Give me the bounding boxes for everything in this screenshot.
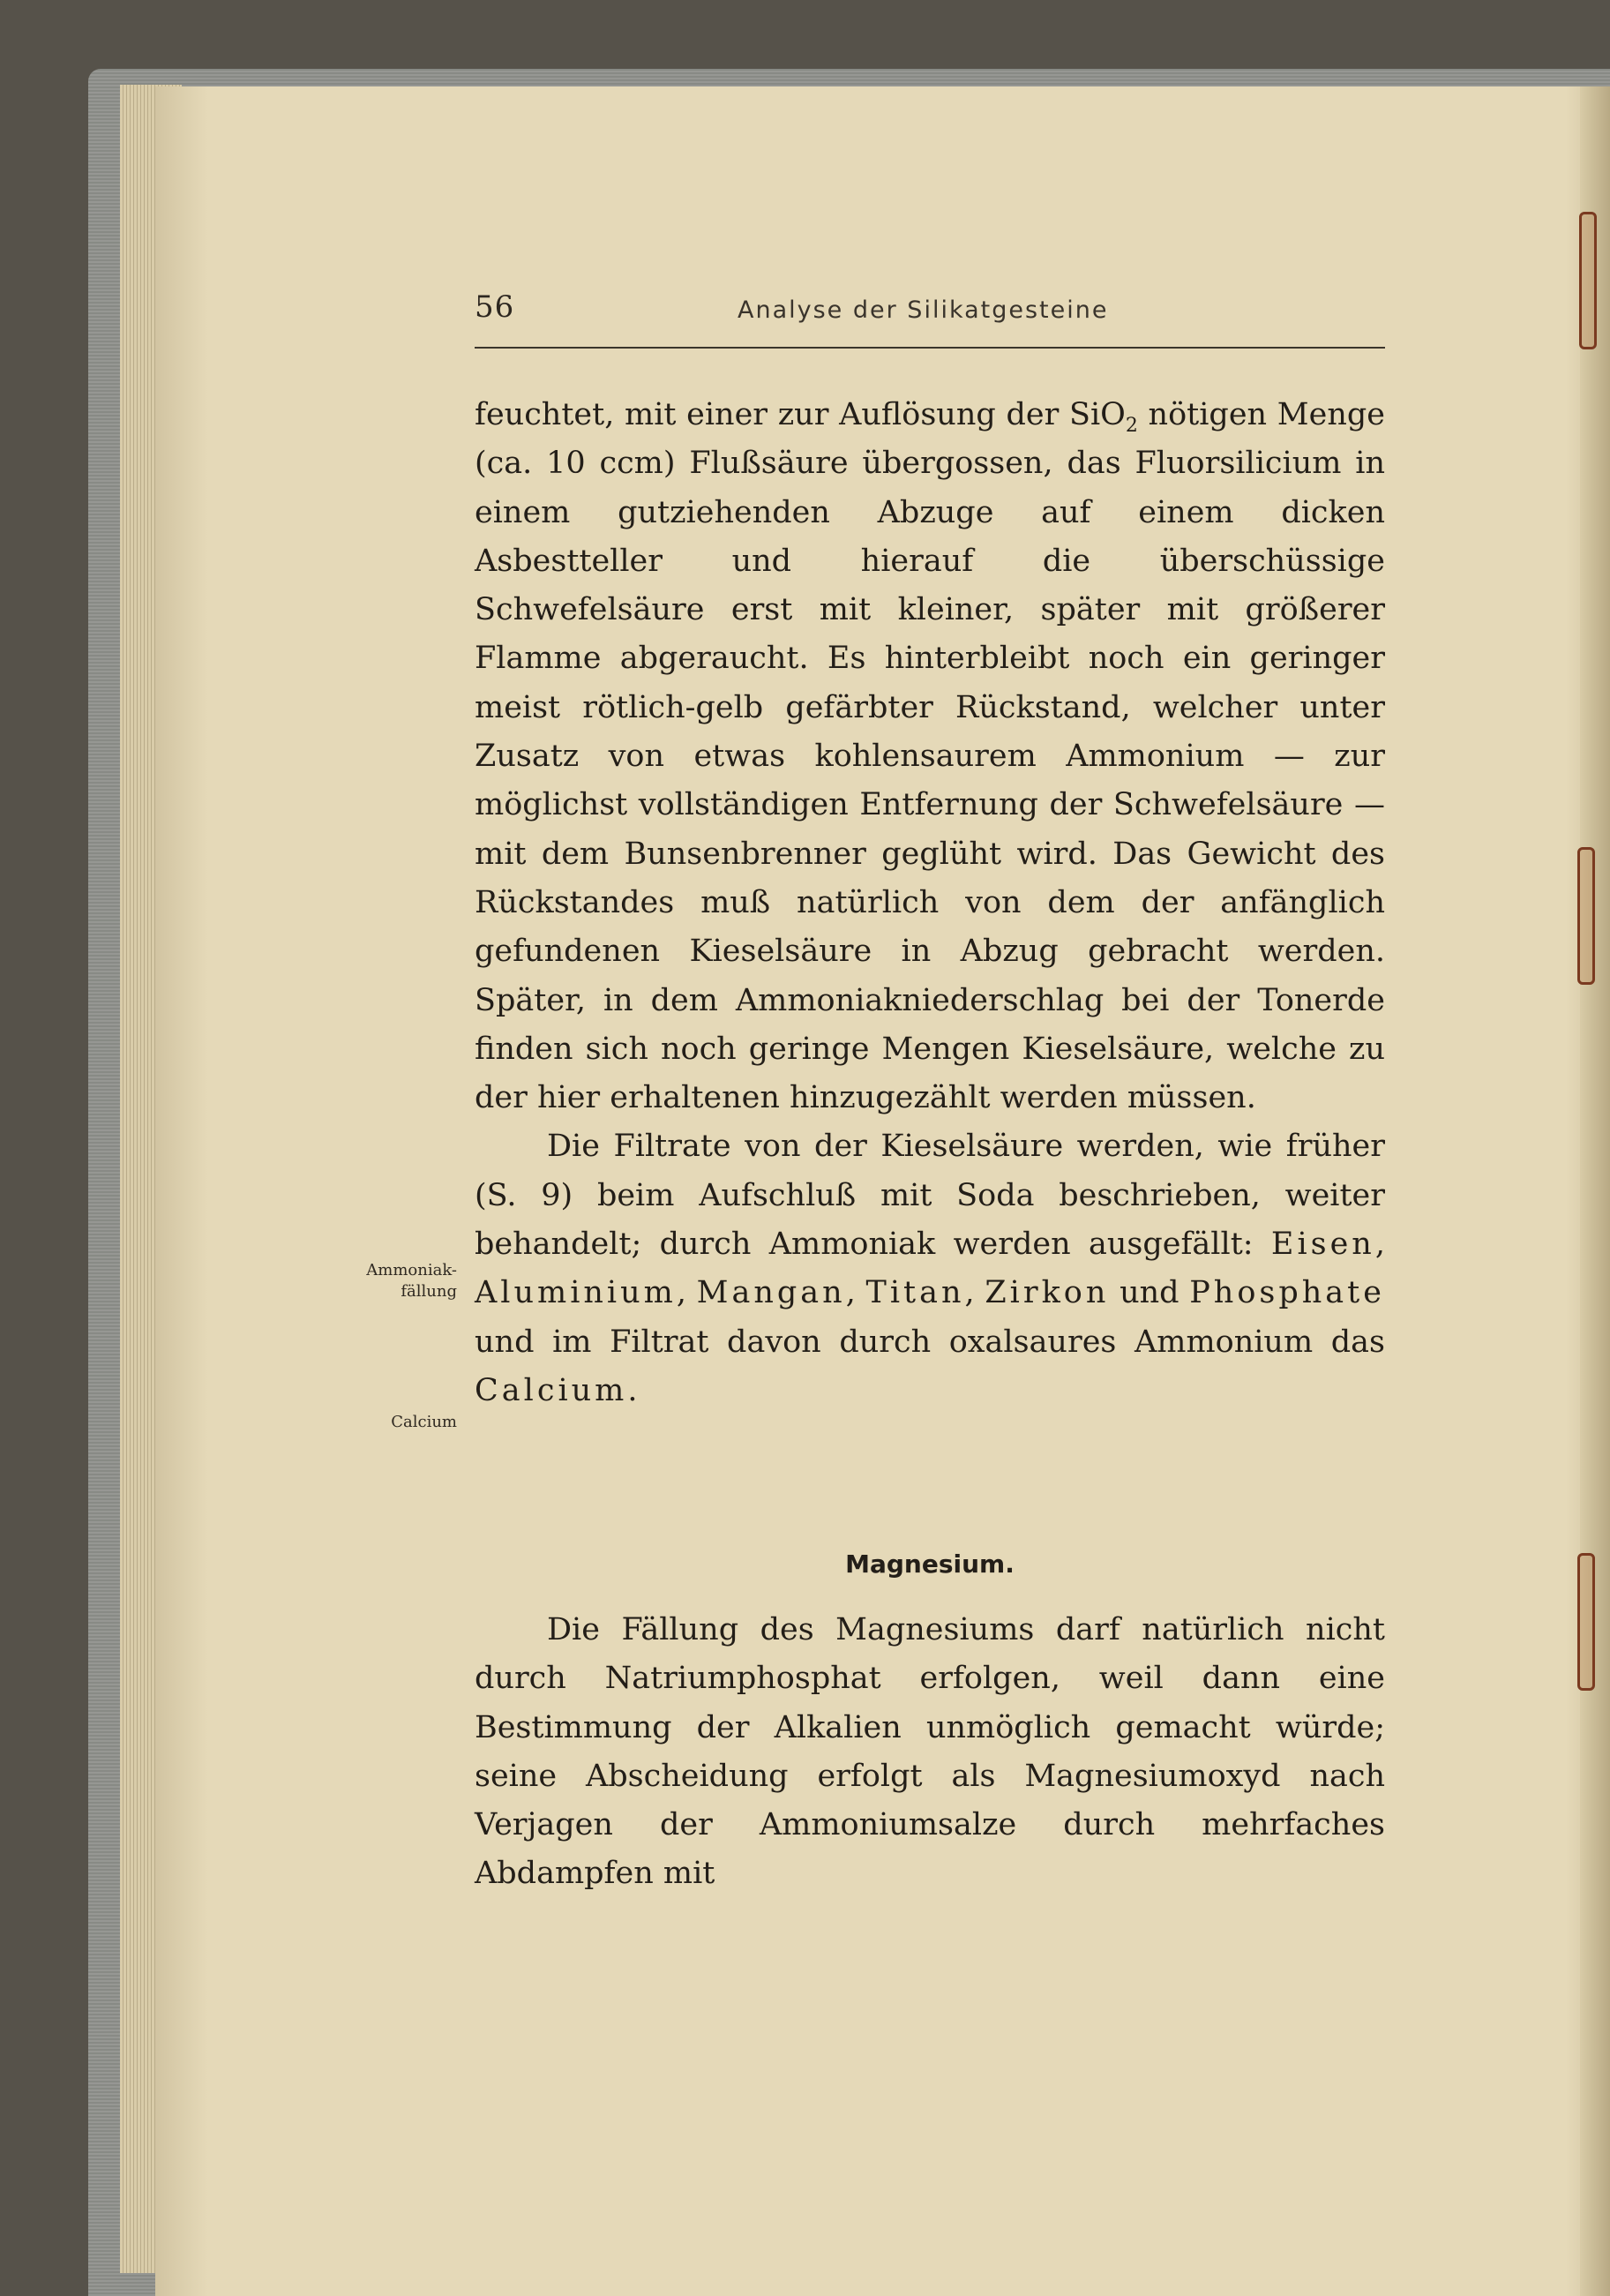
element-calcium: Calcium bbox=[475, 1372, 628, 1408]
separator: , bbox=[964, 1275, 985, 1311]
binding-clip-middle bbox=[1577, 847, 1595, 985]
separator: und bbox=[1109, 1275, 1190, 1311]
element-titan: Titan bbox=[865, 1275, 965, 1311]
gutter-shadow bbox=[1580, 86, 1610, 2296]
element-phosphate: Phosphate bbox=[1189, 1275, 1385, 1311]
margin-note-line: fällung bbox=[401, 1282, 457, 1301]
binding-clip-bottom bbox=[1577, 1553, 1595, 1691]
paragraph-text: und im Filtrat davon durch oxalsaures Ammonium das bbox=[475, 1324, 1385, 1360]
binding-clip-top bbox=[1579, 212, 1597, 349]
magnesium-text-block bbox=[475, 1606, 1385, 1899]
element-mangan: Mangan bbox=[696, 1275, 846, 1311]
separator: , bbox=[1374, 1227, 1385, 1263]
subscript: 2 bbox=[1125, 415, 1138, 437]
separator: , bbox=[845, 1275, 866, 1311]
paragraph-magnesium: Die Fällung des Magnesiums darf natürlich nicht durch Natriumphosphat erfolgen, weil dann eine Bestimmung der Alkalien unmöglich gemacht würde; seine Abscheidung erfolgt als Magnesiumoxyd nach Verjagen der Ammoniumsalze durch mehrfaches Abdampfen mit bbox=[475, 1612, 1385, 1892]
header-rule bbox=[475, 347, 1385, 349]
margin-note-line: Calcium bbox=[391, 1413, 457, 1431]
element-eisen: Eisen bbox=[1270, 1227, 1375, 1263]
page-number: 56 bbox=[475, 289, 515, 325]
separator: . bbox=[627, 1372, 638, 1408]
margin-note-calcium bbox=[391, 1412, 457, 1433]
paragraph-filtrate bbox=[475, 1122, 1385, 1415]
paragraph-continuation bbox=[475, 391, 1385, 1122]
paragraph-text: Die Filtrate von der Kieselsäure werden, wie früher (S. 9) beim Aufschluß mit Soda beschrieben, weiter behandelt; durch Ammoniak werden ausgefällt: bbox=[475, 1129, 1385, 1263]
element-zirkon: Zirkon bbox=[985, 1275, 1110, 1311]
section-heading-magnesium: Magnesium. bbox=[845, 1549, 1015, 1579]
separator: , bbox=[676, 1275, 697, 1311]
main-text-block bbox=[475, 391, 1385, 1415]
running-title: Analyse der Silikatgesteine bbox=[738, 296, 1109, 324]
element-aluminium: Aluminium bbox=[475, 1275, 677, 1311]
page-header bbox=[475, 289, 1385, 342]
margin-note-ammoniakfaellung bbox=[366, 1260, 457, 1302]
paragraph-text: feuchtet, mit einer zur Auflösung der SiO bbox=[475, 397, 1126, 432]
paragraph-text: nötigen Menge (ca. 10 ccm) Flußsäure übergossen, das Fluorsilicium in einem gutziehenden Abzuge auf einem dicken Asbestteller und hierauf die überschüssige Schwefelsäure erst mit kleiner, später mit größerer Flamme abgeraucht. Es hinterbleibt noch ein geringer meist rötlich-gelb gefärbter Rückstand, welcher unter Zusatz von etwas kohlensaurem Ammonium — zur möglichst vollständigen Entfernung der Schwefelsäure — mit dem Bunsenbrenner geglüht wird. Das Gewicht des Rückstandes muß natürlich von dem der anfänglich gefundenen Kieselsäure in Abzug gebracht werden. Später, in dem Ammoniakniederschlag bei der Tonerde finden sich noch geringe Mengen Kieselsäure, welche zu der hier erhaltenen hinzugezählt werden müssen. bbox=[475, 397, 1385, 1116]
margin-note-line: Ammoniak- bbox=[366, 1261, 457, 1279]
